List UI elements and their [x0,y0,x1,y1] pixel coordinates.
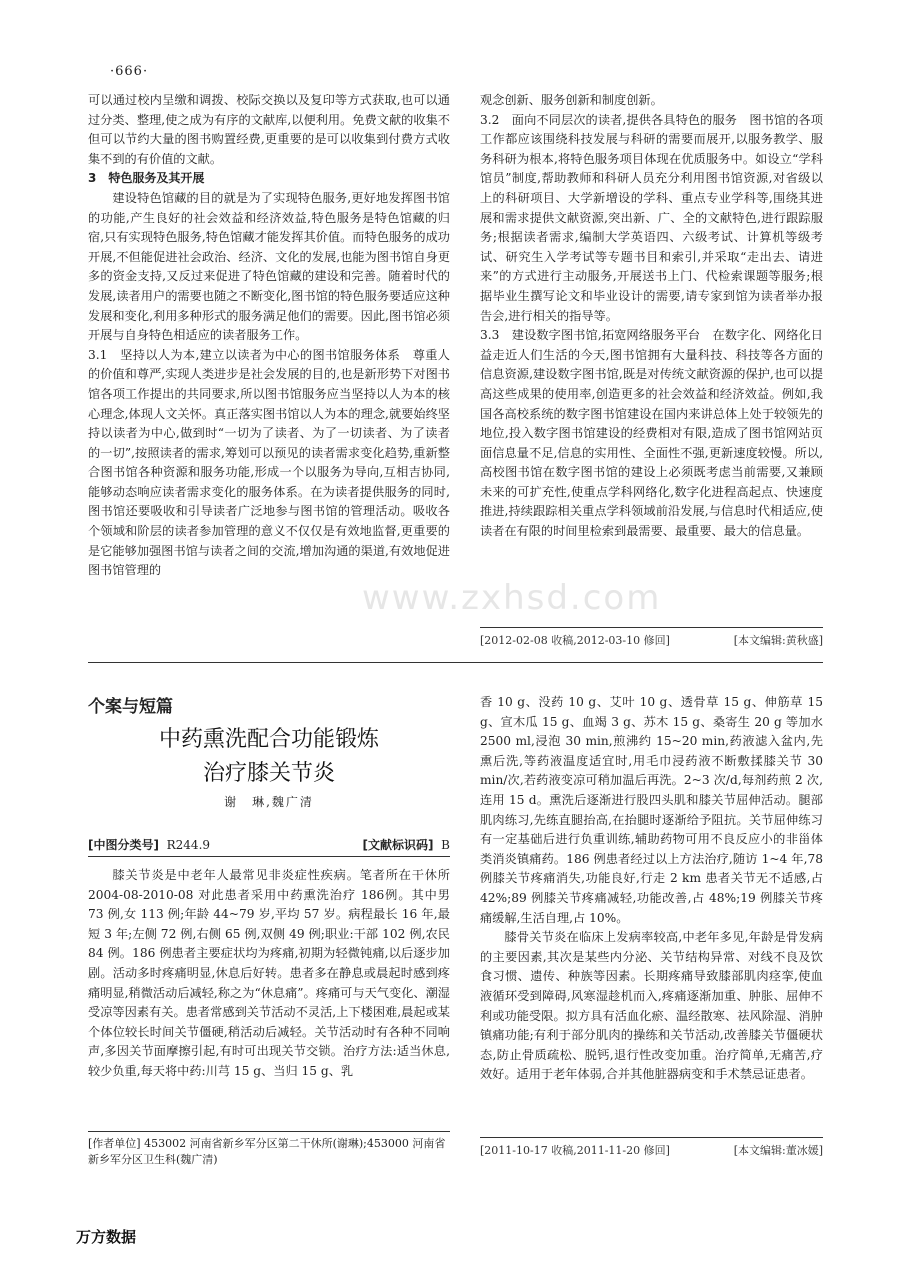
page-number: ·666· [110,64,149,79]
received-revised-dates-2: [2011-10-17 收稿,2011-11-20 修回] [480,1144,670,1157]
classification-divider [88,856,450,857]
watermark: www.zxhsd.com [362,578,662,618]
footer-divider-top-right [480,627,823,628]
section-3-2-paragraph: 3.2 面向不同层次的读者,提供各具特色的服务 图书馆的各项工作都应该围绕科技发展与科研的需要而展开,以服务教学、服务科研为根本,将特色服务项目体现在优质服务中。如设立“学科馆员”制度,帮助教师和科研人员充分利用图书馆资源,对省级以上的科研项目、大学新增设的学科、重点专业学科等,围绕其进展和需求提供文献资源,突出新、广、全的文献特色,进行跟踪服务;根据读者需求,编制大学英语四、六级考试、计算机等级考试、研究生入学考试等专题书目和索引,并采取“走出去、请进来”的方式进行主动服务,开展送书上门、代检索课题等服务;根据毕业生撰写论文和毕业设计的需要,请专家到馆为读者举办报告会,进行相关的指导等。 [480,112,823,323]
section-3-1-paragraph: 3.1 坚持以人为本,建立以读者为中心的图书馆服务体系 尊重人的价值和尊严,实现人类进步是社会发展的目的,也是新形势下对图书馆各项工作提出的共同要求,所以图书馆服务应当坚持以人为本的核心理念,体现人文关怀。真正落实图书馆以人为本的理念,就要始终坚持以读者为中心,做到时“一切为了读者、为了一切读者、为了读者的一切”,按照读者的需求,筹划可以预见的读者需求变化趋势,重新整合图书馆各种资源和服务功能,形成一个以服务为导向,互相吉协同,能够动态响应读者需求变化的服务体系。在为读者提供服务的同时,图书馆还要吸收和引导读者广泛地参与图书馆的管理活动。吸收各个领域和阶层的读者参加管理的意义不仅仅是有效地监督,更重要的是它能够加强图书馆与读者之间的交流,增加沟通的渠道,有效地促进图书馆管理的 [88,347,450,578]
wanfang-logo: 万方数据 [76,1228,137,1246]
author-affiliation: [作者单位] 453002 河南省新乡军分区第二干休所(谢琳);453000 河南省新乡军分区卫生科(魏广清) [88,1137,446,1166]
article-body-right [480,693,823,1085]
section-3-3-paragraph: 3.3 建设数字图书馆,拓宽网络服务平台 在数字化、网络化日益走近人们生活的今天,图书馆拥有大量科技、科技等各方面的信息资源,建设数字图书馆,既是对传统文献资源的保护,也可以提高这些成果的使用率,创造更多的社会效益和经济效益。例如,我国各高校系统的数字图书馆建设在国内来讲总体上处于较领先的地位,投入数字图书馆建设的经费相对有限,造成了图书馆网站页面信息量不足,信息的实用性、全面性不强,更新速度较慢。所以,高校图书馆在数字图书馆的建设上必须既考虑当前需要,又兼顾未来的可扩充性,使重点学科网络化,数字化进程高起点、快速度推进,持续跟踪相关重点学科领域前沿发展,与信息时代相适应,使读者在有限的时间里检索到最需要、最重要、最大的信息量。 [480,328,823,539]
affiliation-divider [88,1131,450,1132]
article-body-left [88,866,450,1082]
clc-label: [中图分类号] [88,838,159,852]
section-3-paragraph: 建设特色馆藏的目的就是为了实现特色服务,更好地发挥图书馆的功能,产生良好的社会效益和经济效益,特色服务是特色馆藏的归宿,只有实现特色服务,特色馆藏才能发挥其价值。而特色服务的成功开展,不但能促进社会政治、经济、文化的发展,也能为图书馆自身更多的资金支持,又反过来促进了特色馆藏的建设和完善。随着时代的发展,读者用户的需要也随之不断变化,图书馆的特色服务要适应这种发展和变化,利用多种形式的服务满足他们的需要。因此,图书馆必须开展与自身特色相适应的读者服务工作。 [88,190,450,343]
article-footer-bottom [480,1142,823,1158]
article-footer-top [480,632,823,648]
clc-number [88,836,210,853]
clc-value: R244.9 [166,838,211,852]
intro-paragraph: 可以通过校内呈缴和调拨、校际交换以及复印等方式获取,也可以通过分类、整理,使之成为有序的文献库,以便利用。免费文献的收集不但可以节约大量的图书购置经费,更重要的是可以收集到付费方式收集不到的有价值的文献。 [88,93,450,166]
classification-row [88,836,450,853]
article-authors: 谢 琳,魏广清 [224,795,314,809]
column-name: 个案与短篇 [88,697,173,717]
section-3-heading: 3 特色服务及其开展 [88,171,205,186]
continued-paragraph: 观念创新、服务创新和制度创新。 [480,93,663,107]
article-title-line-1: 中药熏洗配合功能锻炼 [158,727,379,752]
doc-code-label: [文献标识码] [362,838,434,852]
body-paragraph-right-1: 香 10 g、没药 10 g、艾叶 10 g、透骨草 15 g、伸筋草 15 g、宣木瓜 15 g、血竭 3 g、苏木 15 g、桑寄生 20 g 等加水 2500 ml,浸泡 30 min,煎沸约 15~20 min,药液滤入盆内,先熏后洗,等药液温度适宜时,用毛巾浸药液不断敷揉膝关节 30 min/次,若药液变凉可稍加温后再洗。2~3 次/d,每剂药煎 2 次,连用 15 d。熏洗后逐渐进行股四头肌和膝关节屈伸活动。腿部肌肉练习,先练直腿抬高,在抬腿时逐渐给予阻抗。关节屈伸练习有一定基础后进行负重训练,辅助药物可用不良反应小的非甾体类消炎镇痛药。186 例患者经过以上方法治疗,随访 1~4 年,78 例膝关节疼痛消失,功能良好,行走 2 km 患者关节无不适感,占 42%;89 例膝关节疼痛减轻,功能改善,占 48%;19 例膝关节疼痛缓解,生活自理,占 10%。 [480,695,823,925]
right-column-top [480,91,823,542]
left-column-top [88,91,450,581]
doc-code-value: B [441,838,450,852]
body-paragraph-left: 膝关节炎是中老年人最常见非炎症性疾病。笔者所在干休所 2004-08-2010-08 对此患者采用中药熏洗治疗 186例。其中男 73 例,女 113 例;年龄 44~79 岁,平均 57 岁。病程最长 16 年,最短 3 年;左侧 72 例,右侧 65 例,双侧 49 例;职业:干部 102 例,农民 84 例。186 例患者主要症状均为疼痛,初期为轻微钝痛,以后逐步加剧。活动多时疼痛明显,休息后好转。患者多在静息或晨起时感到疼痛明显,稍微活动后减轻,称之为“休息痛”。疼痛可与天气变化、潮湿受凉等因素有关。患者常感到关节活动不灵活,上下楼困难,晨起或某个体位较长时间关节僵硬,稍活动后减轻。关节活动时有各种不同响声,多因关节面摩擦引起,有时可出现关节交锁。治疗方法:适当休息,较少负重,每天将中药:川芎 15 g、当归 15 g、乳 [88,868,450,1078]
article-title-line-2: 治疗膝关节炎 [202,761,335,786]
document-code [363,836,450,853]
received-revised-dates: [2012-02-08 收稿,2012-03-10 修回] [480,634,670,647]
editor-credit: [本文编辑:黄秋盛] [733,634,823,647]
article-separator [88,662,823,663]
body-paragraph-right-2: 膝骨关节炎在临床上发病率较高,中老年多见,年龄是骨发病的主要因素,其次是某些内分泌、关节结构异常、对线不良及饮食习惯、遗传、种族等因素。长期疼痛导致膝部肌肉痉挛,使血液循环受到障碍,风寒湿趁机而入,疼痛逐渐加重、肿胀、屈伸不利或功能受限。拟方具有活血化瘀、温经散寒、祛风除湿、消肿镇痛功能;有利于部分肌肉的操练和关节活动,改善膝关节僵硬状态,防止骨质疏松、脱钙,退行性改变加重。治疗简单,无痛苦,疗效好。适用于老年体弱,合并其他脏器病变和手术禁忌证患者。 [480,930,823,1082]
editor-credit-2: [本文编辑:董冰媛] [733,1144,823,1157]
footer-divider-bottom-right [480,1137,823,1138]
